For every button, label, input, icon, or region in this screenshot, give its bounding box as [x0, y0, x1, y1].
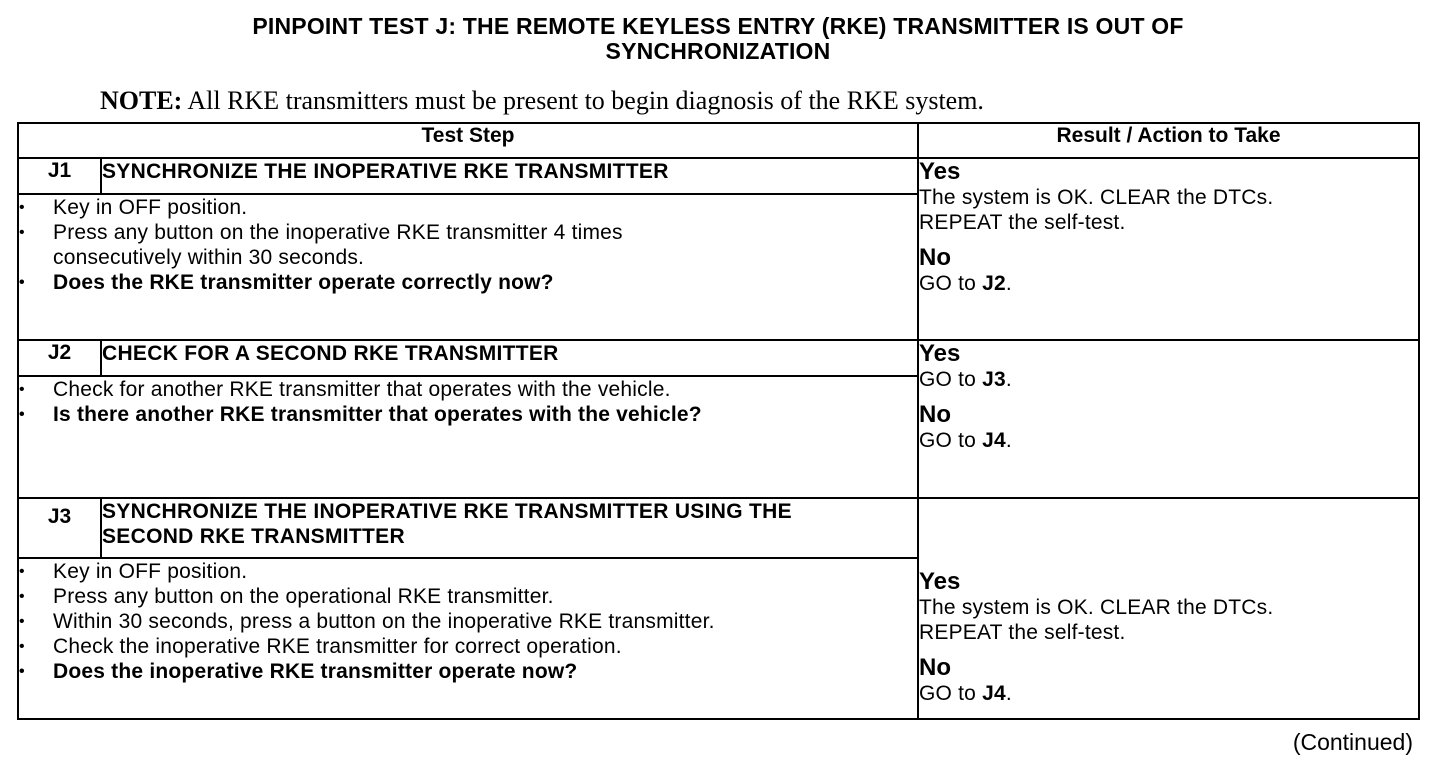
step-body: [18, 194, 918, 340]
no-action: GO to J4.: [919, 682, 1012, 705]
yes-label: Yes: [919, 158, 961, 185]
step-number: J1: [18, 158, 101, 194]
step-body: [18, 558, 918, 719]
no-label: No: [919, 401, 951, 428]
step-bullet-list: [19, 195, 917, 295]
list-item: • Check for another RKE transmitter that operates with the vehicle.: [19, 377, 713, 402]
step-body: [18, 376, 918, 498]
title-line-2: SYNCHRONIZATION: [605, 38, 831, 64]
header-test-step: Test Step: [18, 123, 918, 158]
list-item: • Press any button on the operational RKE transmitter.: [19, 584, 917, 609]
step-title: SYNCHRONIZE THE INOPERATIVE RKE TRANSMITTER USING THE SECOND RKE TRANSMITTER: [101, 498, 918, 558]
table-header-row: [18, 123, 1419, 158]
step-j2-title-row: [18, 340, 1419, 376]
step-j3-title-row: [18, 498, 1419, 558]
no-label: No: [919, 244, 951, 271]
step-question: • Does the inoperative RKE transmitter operate now?: [19, 659, 917, 684]
no-action: GO to J4.: [919, 429, 1012, 452]
note-text: All RKE transmitters must be present to begin diagnosis of the RKE system.: [182, 86, 984, 115]
step-bullet-list: [19, 559, 917, 684]
pinpoint-test-table: [17, 122, 1420, 720]
note: [100, 86, 984, 116]
no-action: GO to J2.: [919, 272, 1012, 295]
step-number: J2: [18, 340, 101, 376]
no-label: No: [919, 654, 951, 681]
note-label: NOTE:: [100, 86, 183, 115]
list-item: • Key in OFF position.: [19, 195, 917, 220]
step-j3-result: [918, 498, 1419, 719]
list-item: • Key in OFF position.: [19, 559, 917, 584]
list-item: • Press any button on the inoperative RKE transmitter 4 times consecutively within 30 seconds.: [19, 220, 753, 270]
title-line-1: PINPOINT TEST J: THE REMOTE KEYLESS ENTRY (RKE) TRANSMITTER IS OUT OF: [252, 13, 1184, 39]
goto-link: J4: [982, 682, 1006, 705]
step-j1-title-row: [18, 158, 1419, 194]
step-title: CHECK FOR A SECOND RKE TRANSMITTER: [101, 340, 918, 376]
list-item: • Check the inoperative RKE transmitter for correct operation.: [19, 634, 917, 659]
yes-action: GO to J3.: [919, 368, 1012, 391]
step-j2-result: [918, 340, 1419, 498]
yes-action: The system is OK. CLEAR the DTCs. REPEAT the self-test.: [919, 186, 1274, 234]
yes-action: The system is OK. CLEAR the DTCs. REPEAT the self-test.: [919, 596, 1274, 644]
step-number: J3: [18, 498, 101, 558]
continued-label: (Continued): [1292, 729, 1413, 755]
yes-label: Yes: [919, 340, 961, 367]
yes-label: Yes: [919, 568, 961, 595]
step-question: • Is there another RKE transmitter that operates with the vehicle?: [19, 402, 733, 427]
list-item: • Within 30 seconds, press a button on the inoperative RKE transmitter.: [19, 609, 733, 634]
step-title: SYNCHRONIZE THE INOPERATIVE RKE TRANSMITTER: [101, 158, 918, 194]
step-j1-result: [918, 158, 1419, 340]
step-bullet-list: [19, 377, 917, 427]
header-result-action: Result / Action to Take: [918, 123, 1419, 158]
goto-link: J2: [982, 272, 1006, 295]
goto-link: J4: [982, 429, 1006, 452]
page-title: [0, 14, 1436, 64]
step-question: • Does the RKE transmitter operate correctly now?: [19, 270, 917, 295]
goto-link: J3: [982, 368, 1006, 391]
